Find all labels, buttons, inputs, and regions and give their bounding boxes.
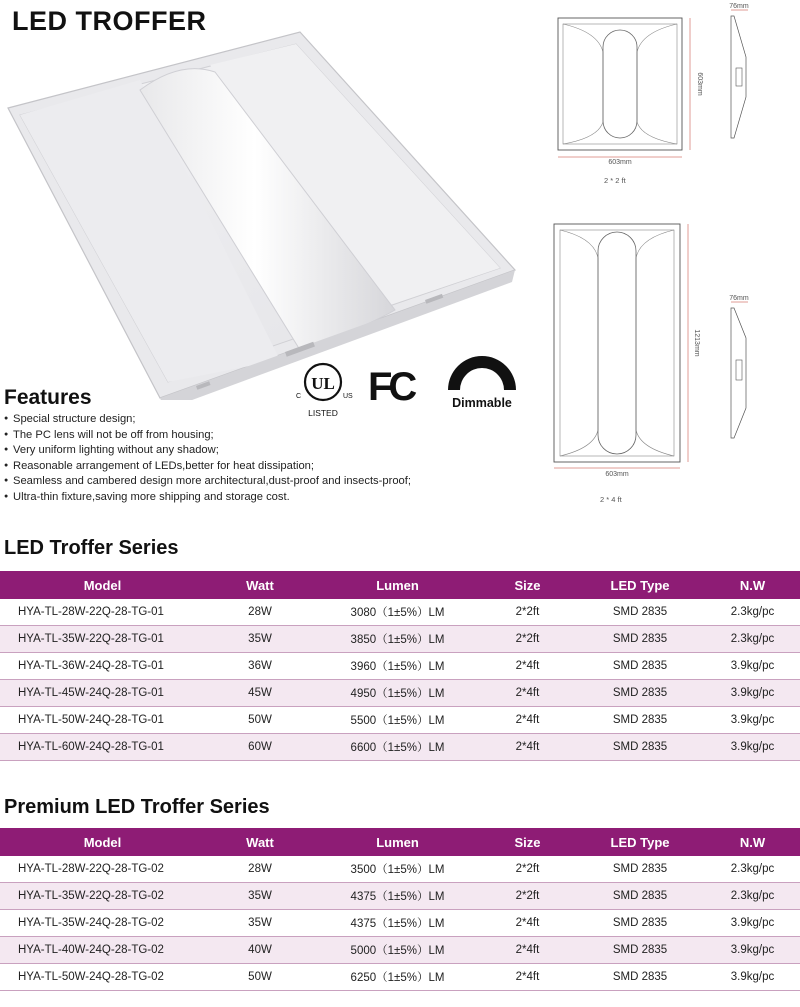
cell-lumen: 6600（1±5%）LM	[315, 734, 480, 761]
cell-size: 2*2ft	[480, 626, 575, 653]
dim-2x4-width: 603mm	[605, 471, 629, 478]
cell-nw: 3.9kg/pc	[705, 707, 800, 734]
col-header-lumen: Lumen	[315, 571, 480, 599]
col-header-nw: N.W	[705, 828, 800, 856]
fcc-logo	[368, 364, 426, 406]
table-header-row	[0, 828, 800, 856]
ul-listed-text: LISTED	[308, 408, 338, 418]
cell-model: HYA-TL-40W-24Q-28-TG-02	[0, 937, 205, 964]
cell-lumen: 4375（1±5%）LM	[315, 883, 480, 910]
table-row	[0, 599, 800, 626]
cell-model: HYA-TL-36W-24Q-28-TG-01	[0, 653, 205, 680]
caption-2x2: 2 * 2 ft	[604, 176, 626, 185]
series-title-premium: Premium LED Troffer Series	[4, 796, 270, 818]
cell-nw: 3.9kg/pc	[705, 734, 800, 761]
cell-size: 2*4ft	[480, 910, 575, 937]
cell-size: 2*2ft	[480, 883, 575, 910]
cell-led-type: SMD 2835	[575, 883, 705, 910]
troffer-product-image	[0, 30, 520, 400]
cell-nw: 3.9kg/pc	[705, 964, 800, 991]
col-header-led-type: LED Type	[575, 828, 705, 856]
cell-size: 2*4ft	[480, 937, 575, 964]
feature-item: ● Ultra-thin fixture,saving more shipping and storage cost.	[4, 489, 411, 505]
cell-lumen: 3960（1±5%）LM	[315, 653, 480, 680]
table-row	[0, 626, 800, 653]
cell-led-type: SMD 2835	[575, 626, 705, 653]
features-list	[4, 411, 411, 504]
cell-led-type: SMD 2835	[575, 653, 705, 680]
col-header-model: Model	[0, 571, 205, 599]
table-row	[0, 734, 800, 761]
table-row	[0, 964, 800, 991]
cell-led-type: SMD 2835	[575, 964, 705, 991]
cell-led-type: SMD 2835	[575, 707, 705, 734]
cell-nw: 2.3kg/pc	[705, 883, 800, 910]
cell-model: HYA-TL-45W-24Q-28-TG-01	[0, 680, 205, 707]
cell-lumen: 4375（1±5%）LM	[315, 910, 480, 937]
cell-watt: 45W	[205, 680, 315, 707]
cell-nw: 2.3kg/pc	[705, 856, 800, 883]
cell-watt: 28W	[205, 599, 315, 626]
ul-letters: UL	[311, 374, 335, 393]
cell-led-type: SMD 2835	[575, 599, 705, 626]
cell-lumen: 4950（1±5%）LM	[315, 680, 480, 707]
cell-led-type: SMD 2835	[575, 856, 705, 883]
cell-size: 2*4ft	[480, 653, 575, 680]
dimmable-text: Dimmable	[452, 396, 512, 410]
col-header-size: Size	[480, 571, 575, 599]
cell-lumen: 3500（1±5%）LM	[315, 856, 480, 883]
cell-model: HYA-TL-50W-24Q-28-TG-01	[0, 707, 205, 734]
premium-series-table	[0, 828, 800, 991]
cell-watt: 35W	[205, 626, 315, 653]
dimmable-logo	[440, 354, 524, 414]
cell-lumen: 3850（1±5%）LM	[315, 626, 480, 653]
cell-lumen: 5000（1±5%）LM	[315, 937, 480, 964]
features-heading: Features	[4, 386, 92, 409]
table-row	[0, 883, 800, 910]
dim-2x2-height: 603mm	[696, 72, 703, 96]
cell-lumen: 5500（1±5%）LM	[315, 707, 480, 734]
feature-item: ● Very uniform lighting without any shadow;	[4, 442, 411, 458]
cell-model: HYA-TL-35W-22Q-28-TG-01	[0, 626, 205, 653]
cell-watt: 35W	[205, 910, 315, 937]
cell-nw: 3.9kg/pc	[705, 937, 800, 964]
table-row	[0, 856, 800, 883]
feature-item: ● Seamless and cambered design more architectural,dust-proof and insects-proof;	[4, 473, 411, 489]
cell-size: 2*4ft	[480, 964, 575, 991]
cell-led-type: SMD 2835	[575, 734, 705, 761]
standard-series-table	[0, 571, 800, 761]
cell-nw: 3.9kg/pc	[705, 653, 800, 680]
dim-2x2-width: 603mm	[608, 159, 632, 166]
col-header-watt: Watt	[205, 828, 315, 856]
col-header-size: Size	[480, 828, 575, 856]
cell-model: HYA-TL-35W-22Q-28-TG-02	[0, 883, 205, 910]
cell-lumen: 3080（1±5%）LM	[315, 599, 480, 626]
table-row	[0, 910, 800, 937]
cell-size: 2*2ft	[480, 599, 575, 626]
cell-led-type: SMD 2835	[575, 937, 705, 964]
dimension-drawing-2x4	[548, 218, 800, 480]
cell-watt: 40W	[205, 937, 315, 964]
cell-watt: 50W	[205, 707, 315, 734]
col-header-watt: Watt	[205, 571, 315, 599]
caption-2x4: 2 * 4 ft	[600, 495, 622, 504]
ul-c-mark: C	[296, 393, 302, 400]
feature-item: ● The PC lens will not be off from housing;	[4, 427, 411, 443]
cell-model: HYA-TL-50W-24Q-28-TG-02	[0, 964, 205, 991]
cell-model: HYA-TL-35W-24Q-28-TG-02	[0, 910, 205, 937]
cell-nw: 3.9kg/pc	[705, 680, 800, 707]
cell-nw: 3.9kg/pc	[705, 910, 800, 937]
feature-item: ● Reasonable arrangement of LEDs,better for heat dissipation;	[4, 458, 411, 474]
cell-nw: 2.3kg/pc	[705, 626, 800, 653]
table-row	[0, 653, 800, 680]
cell-model: HYA-TL-28W-22Q-28-TG-01	[0, 599, 205, 626]
cell-watt: 60W	[205, 734, 315, 761]
feature-item: ● Special structure design;	[4, 411, 411, 427]
dim-2x4-depth: 76mm	[729, 295, 749, 302]
table-row	[0, 707, 800, 734]
col-header-nw: N.W	[705, 571, 800, 599]
series-title-standard: LED Troffer Series	[4, 537, 179, 559]
cell-led-type: SMD 2835	[575, 910, 705, 937]
cell-size: 2*4ft	[480, 707, 575, 734]
cell-model: HYA-TL-60W-24Q-28-TG-01	[0, 734, 205, 761]
cell-model: HYA-TL-28W-22Q-28-TG-02	[0, 856, 205, 883]
table-row	[0, 937, 800, 964]
dimension-drawing-2x2	[548, 2, 800, 172]
fcc-letters: FC	[368, 365, 414, 406]
col-header-led-type: LED Type	[575, 571, 705, 599]
cell-watt: 36W	[205, 653, 315, 680]
table-header-row	[0, 571, 800, 599]
col-header-model: Model	[0, 828, 205, 856]
cell-nw: 2.3kg/pc	[705, 599, 800, 626]
cell-size: 2*4ft	[480, 734, 575, 761]
page-title: LED TROFFER	[12, 6, 207, 36]
table-row	[0, 680, 800, 707]
col-header-lumen: Lumen	[315, 828, 480, 856]
cell-watt: 50W	[205, 964, 315, 991]
cell-watt: 35W	[205, 883, 315, 910]
cell-watt: 28W	[205, 856, 315, 883]
ul-us-mark: US	[343, 393, 353, 400]
dim-2x4-height: 1213mm	[693, 329, 700, 357]
dim-2x2-depth: 76mm	[729, 3, 749, 10]
cell-size: 2*4ft	[480, 680, 575, 707]
cell-lumen: 6250（1±5%）LM	[315, 964, 480, 991]
cell-size: 2*2ft	[480, 856, 575, 883]
cell-led-type: SMD 2835	[575, 680, 705, 707]
